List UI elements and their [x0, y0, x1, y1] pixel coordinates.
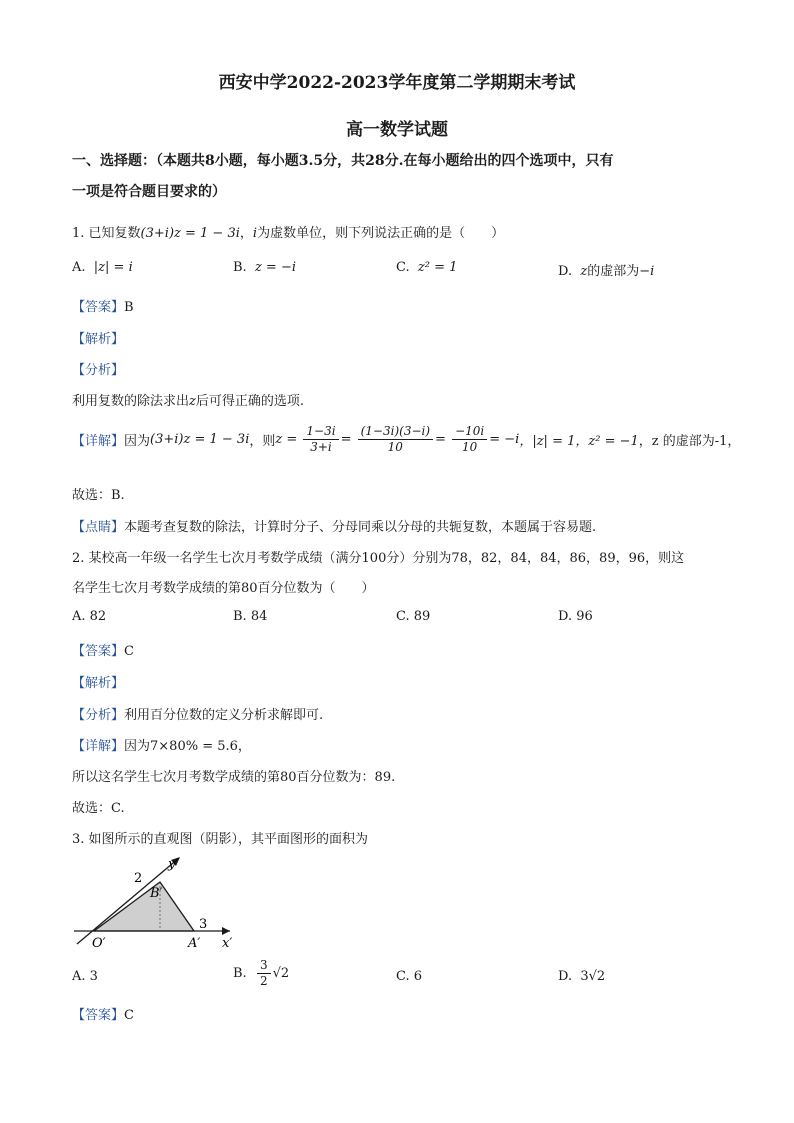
label-O: O′ [92, 936, 106, 951]
q2-option-a: A. 82 [72, 609, 107, 624]
q2-analysis-label: 【解析】 [72, 676, 125, 691]
q1-choice: 故选：B. [72, 488, 125, 503]
label-2: 2 [134, 871, 143, 886]
q1-analysis-label: 【解析】 [72, 332, 125, 347]
q1-stem [72, 222, 504, 241]
q2-choice: 故选：C. [72, 801, 125, 816]
q1-answer: 【答案】B [72, 300, 134, 315]
q1-detail: 【详解】因为(3+i)z = 1 − 3i，则z = $\frac{1-3i}{3+i}$ = $\frac{(1-3i)(3-i)}{10}$ = $\frac{-10i}{10}$ = −i，|z| = 1，z² = −1，z 的虚部为-1， [72, 424, 741, 454]
label-B: B′ [150, 886, 163, 901]
q2-answer: 【答案】C [72, 644, 134, 659]
q1-option-b: B. z = −i [233, 260, 297, 275]
label-y: y′ [168, 857, 179, 872]
section-heading-line2: 一项是符合题目要求的） [72, 184, 226, 200]
section-heading-line1: 一、选择题：（本题共8小题，每小题3.5分，共28分.在每小题给出的四个选项中，只有 [72, 153, 614, 169]
q1-option-d: D. z的虚部为−i [558, 264, 655, 279]
exam-title: 西安中学2022-2023学年度第二学期期末考试 [218, 73, 576, 93]
q1-suffix: 为虚数单位，则下列说法正确的是（ ） [257, 226, 505, 241]
q1-i-symbol: i [252, 226, 258, 241]
q2-option-b: B. 84 [233, 609, 268, 624]
q3-option-d: D. 3√2 [558, 969, 606, 984]
q3-option-c: C. 6 [396, 969, 423, 984]
q3-figure [72, 850, 252, 955]
q2-detail: 【详解】因为7×80% = 5.6， [72, 739, 251, 754]
q1-comma: ， [239, 226, 253, 241]
label-x: x′ [222, 936, 233, 951]
q2-fenxi: 【分析】利用百分位数的定义分析求解即可. [72, 708, 324, 723]
shaded-triangle [94, 882, 194, 931]
fraction-2: $\frac{(1-3i)(3-i)}{10}$ [358, 424, 433, 455]
q1-expr: (3+i)z = 1 − 3i [140, 226, 240, 241]
q2-result: 所以这名学生七次月考数学成绩的第80百分位数为：89. [72, 770, 396, 785]
q2-option-c: C. 89 [396, 609, 431, 624]
q3-stem: 3. 如图所示的直观图（阴影），其平面图形的面积为 [72, 832, 369, 847]
fraction-1: $\frac{1-3i}{3+i}$ [303, 424, 338, 455]
q1-fenxi-label: 【分析】 [72, 363, 125, 378]
q1-option-c: C. z² = 1 [396, 260, 458, 275]
label-3: 3 [199, 917, 208, 932]
label-A: A′ [188, 936, 201, 951]
q2-option-d: D. 96 [558, 609, 593, 624]
q2-stem-line1: 2. 某校高一年级一名学生七次月考数学成绩（满分100分）分别为78，82，84，84，86，89，96，则这 [72, 551, 685, 566]
q3-answer: 【答案】C [72, 1008, 134, 1023]
q1-analysis-text: 利用复数的除法求出z后可得正确的选项. [72, 394, 305, 409]
fraction-3: $\frac{-10i}{10}$ [452, 424, 487, 455]
q3-option-b: B. $\frac{3}{2}$ √2 [233, 958, 290, 988]
exam-subtitle: 高一数学试题 [346, 120, 448, 140]
q3-option-a: A. 3 [72, 969, 98, 984]
q2-stem-line2: 名学生七次月考数学成绩的第80百分位数为（ ） [72, 581, 375, 596]
q1-comment: 【点睛】本题考查复数的除法，计算时分子、分母同乘以分母的共轭复数，本题属于容易题. [72, 520, 597, 535]
q1-prefix: 1. 已知复数 [72, 226, 141, 241]
x-axis-arrow [222, 927, 230, 935]
q1-option-a: A. |z| = i [72, 260, 133, 275]
